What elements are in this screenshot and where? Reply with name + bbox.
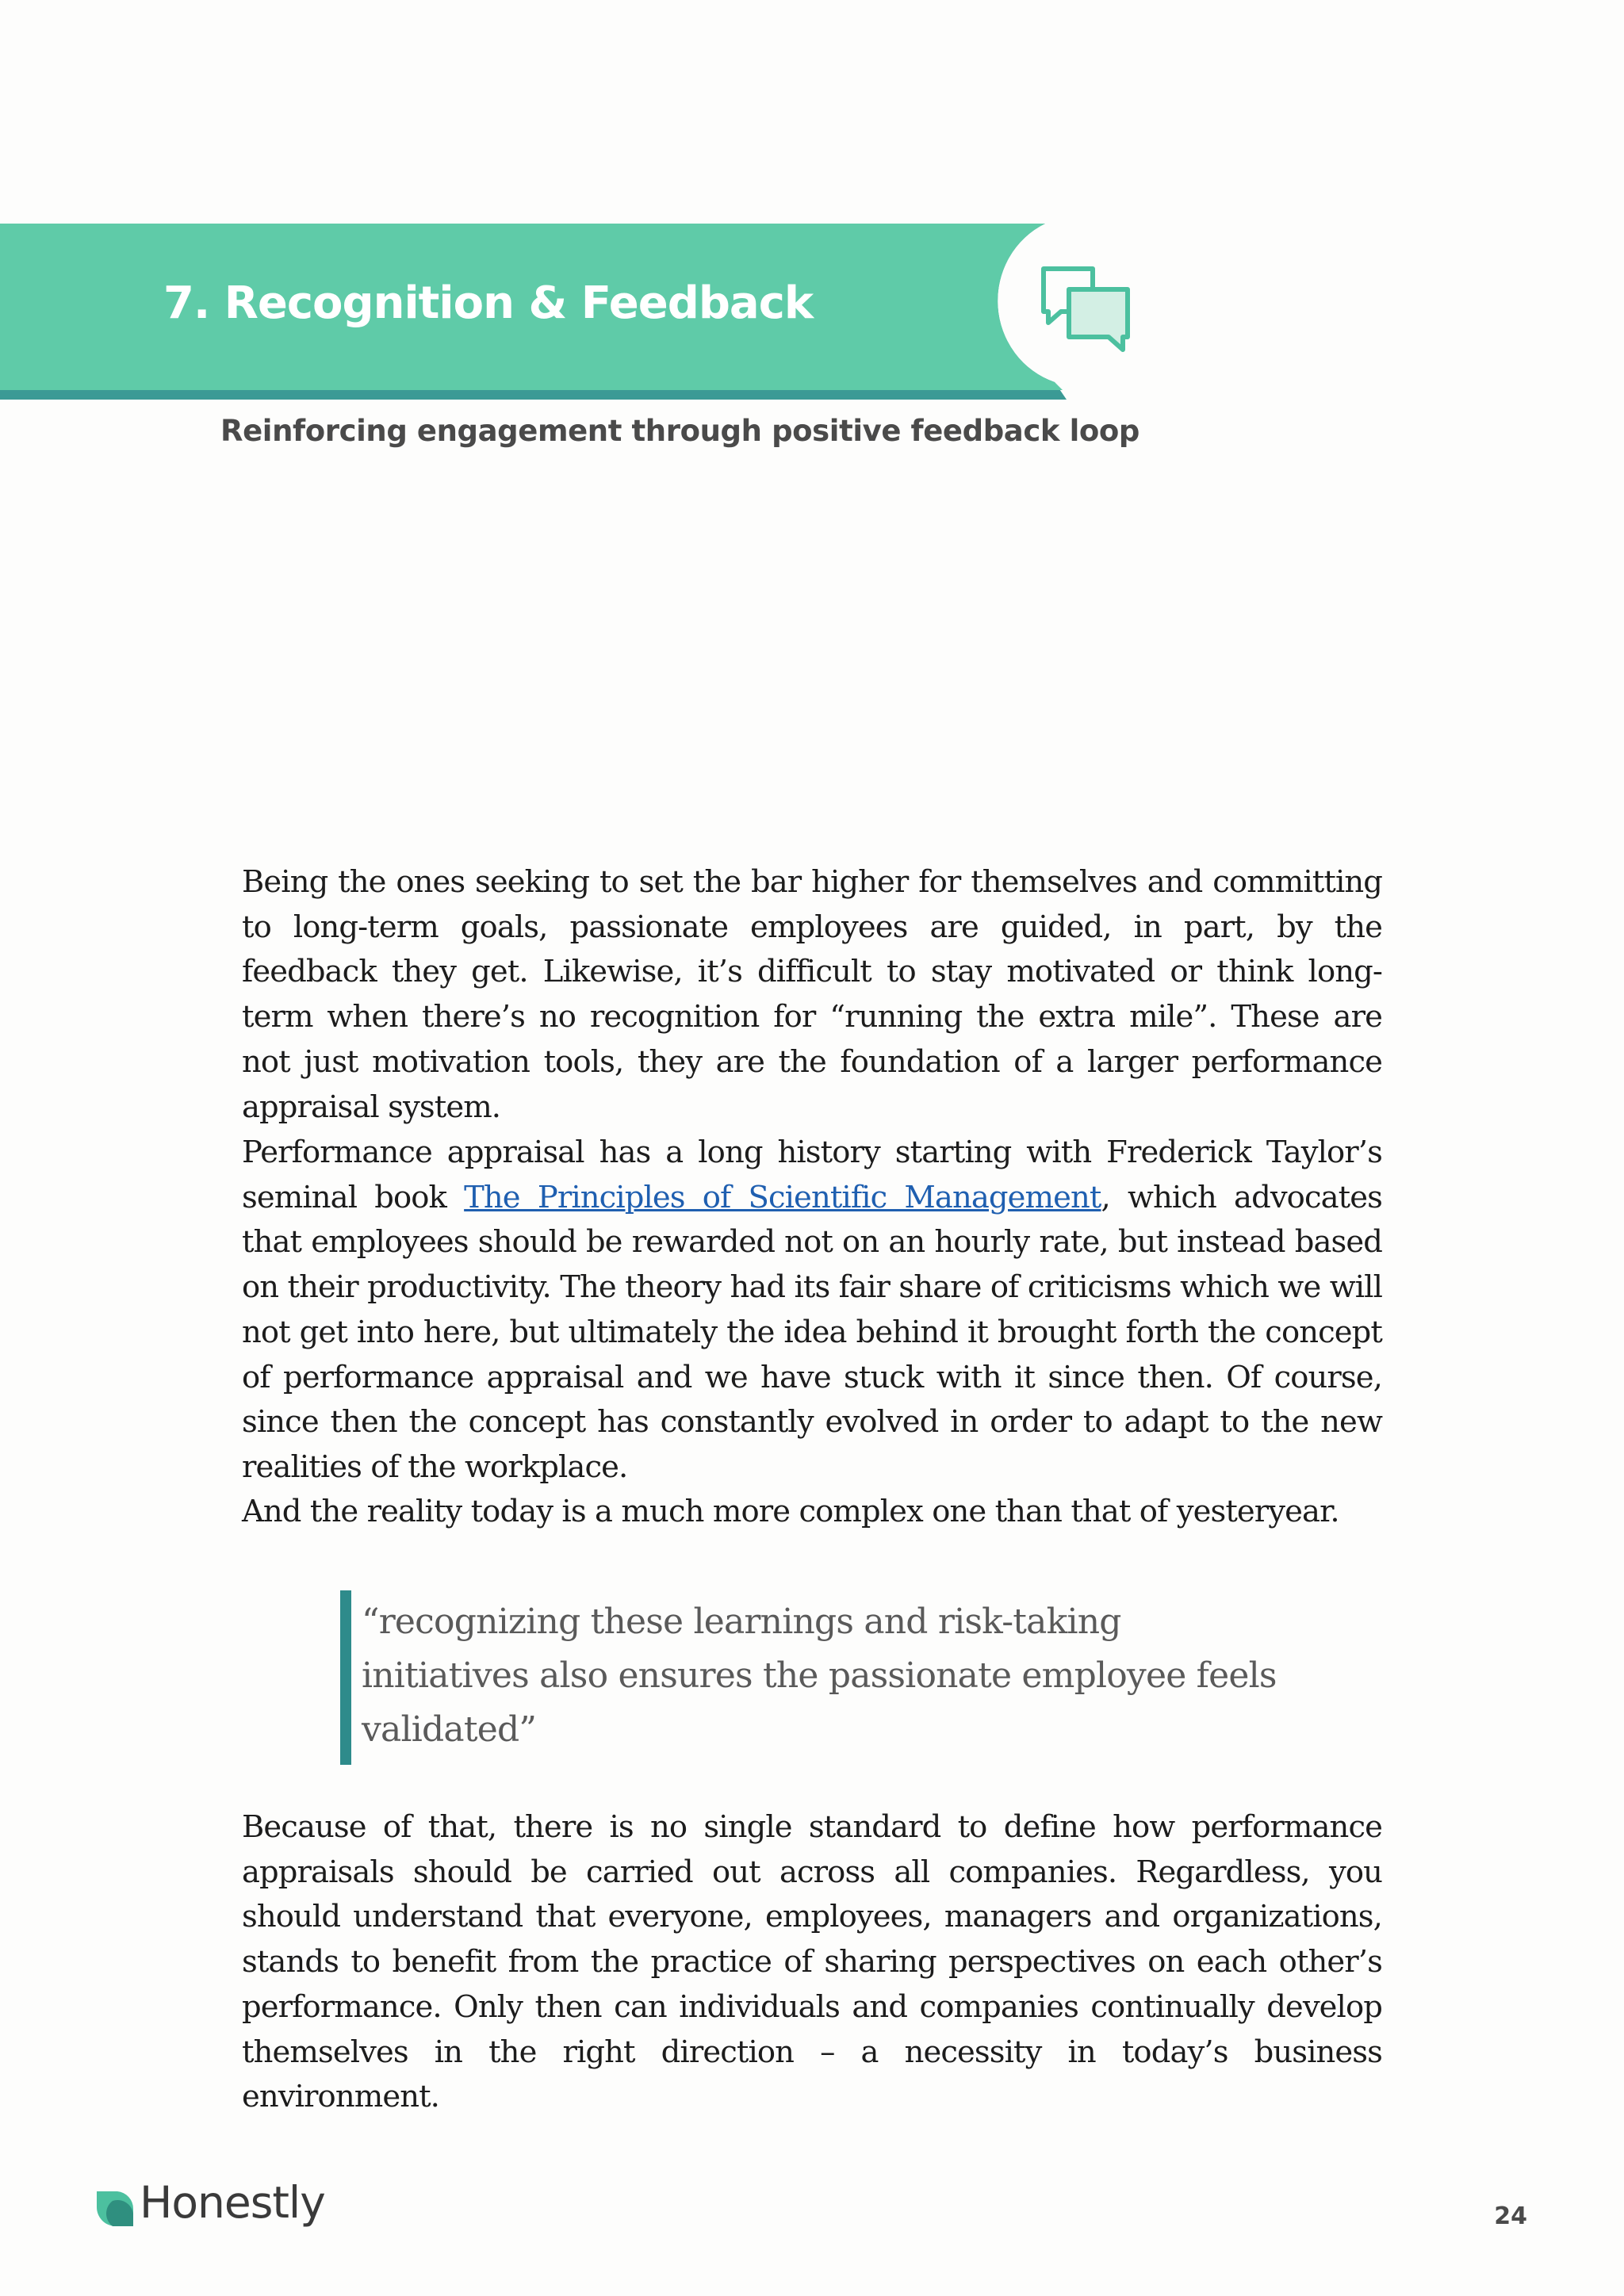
principles-of-scientific-management-link[interactable]: The Principles of Scientific Management — [464, 1179, 1101, 1215]
paragraph-1: Being the ones seeking to set the bar higher for themselves and committing to long-term goals, passionate employees are guided, in part, by the feedback they get. Likewise, it’s difficult to stay motivated or think long-term when there’s no recognition for “running the extra mile”. These are not just motivation tools, they are the foundation of a larger performance appraisal system. — [242, 864, 1382, 1125]
paragraph-4: Because of that, there is no single standard to define how performance appraisals should be carried out across all companies. Regardless, you should understand that everyone, employees, managers and organizations, stands to benefit from the practice of sharing perspectives on each other’s performance. Only then can individuals and companies continually develop themselves in the right direction – a necessity in today’s business environment. — [242, 1809, 1382, 2115]
paragraph-2-text-end: , which advocates that employees should be rewarded not on an hourly rate, but instead based on their productivity. The theory had its fair share of criticisms which we will not get into here, but ultimately the idea behind it brought forth the concept of performance appraisal and we have stuck with it since then. Of course, since then the concept has constantly evolved in order to adapt to the new realities of the workplace. — [242, 1179, 1382, 1485]
section-subtitle: Reinforcing engagement through positive feedback loop — [220, 414, 1139, 448]
section-title: 7. Recognition & Feedback — [163, 277, 814, 329]
paragraph-3: And the reality today is a much more complex one than that of yesteryear. — [242, 1494, 1339, 1529]
paragraph-2-text-start: Performance appraisal has a long history starting with Frederick Taylor’s seminal book — [242, 1135, 1382, 1215]
honestly-logo-mark-icon — [95, 2190, 135, 2228]
quote-accent-bar — [340, 1590, 351, 1765]
paragraph-2 — [242, 1131, 1382, 1490]
logo-wordmark: Honestly — [140, 2177, 325, 2228]
chat-bubbles-icon — [1037, 266, 1132, 353]
pull-quote: “recognizing these learnings and risk-taking initiatives also ensures the passionate employee feels validated” — [362, 1601, 1277, 1750]
page-number: 24 — [1494, 2202, 1527, 2230]
